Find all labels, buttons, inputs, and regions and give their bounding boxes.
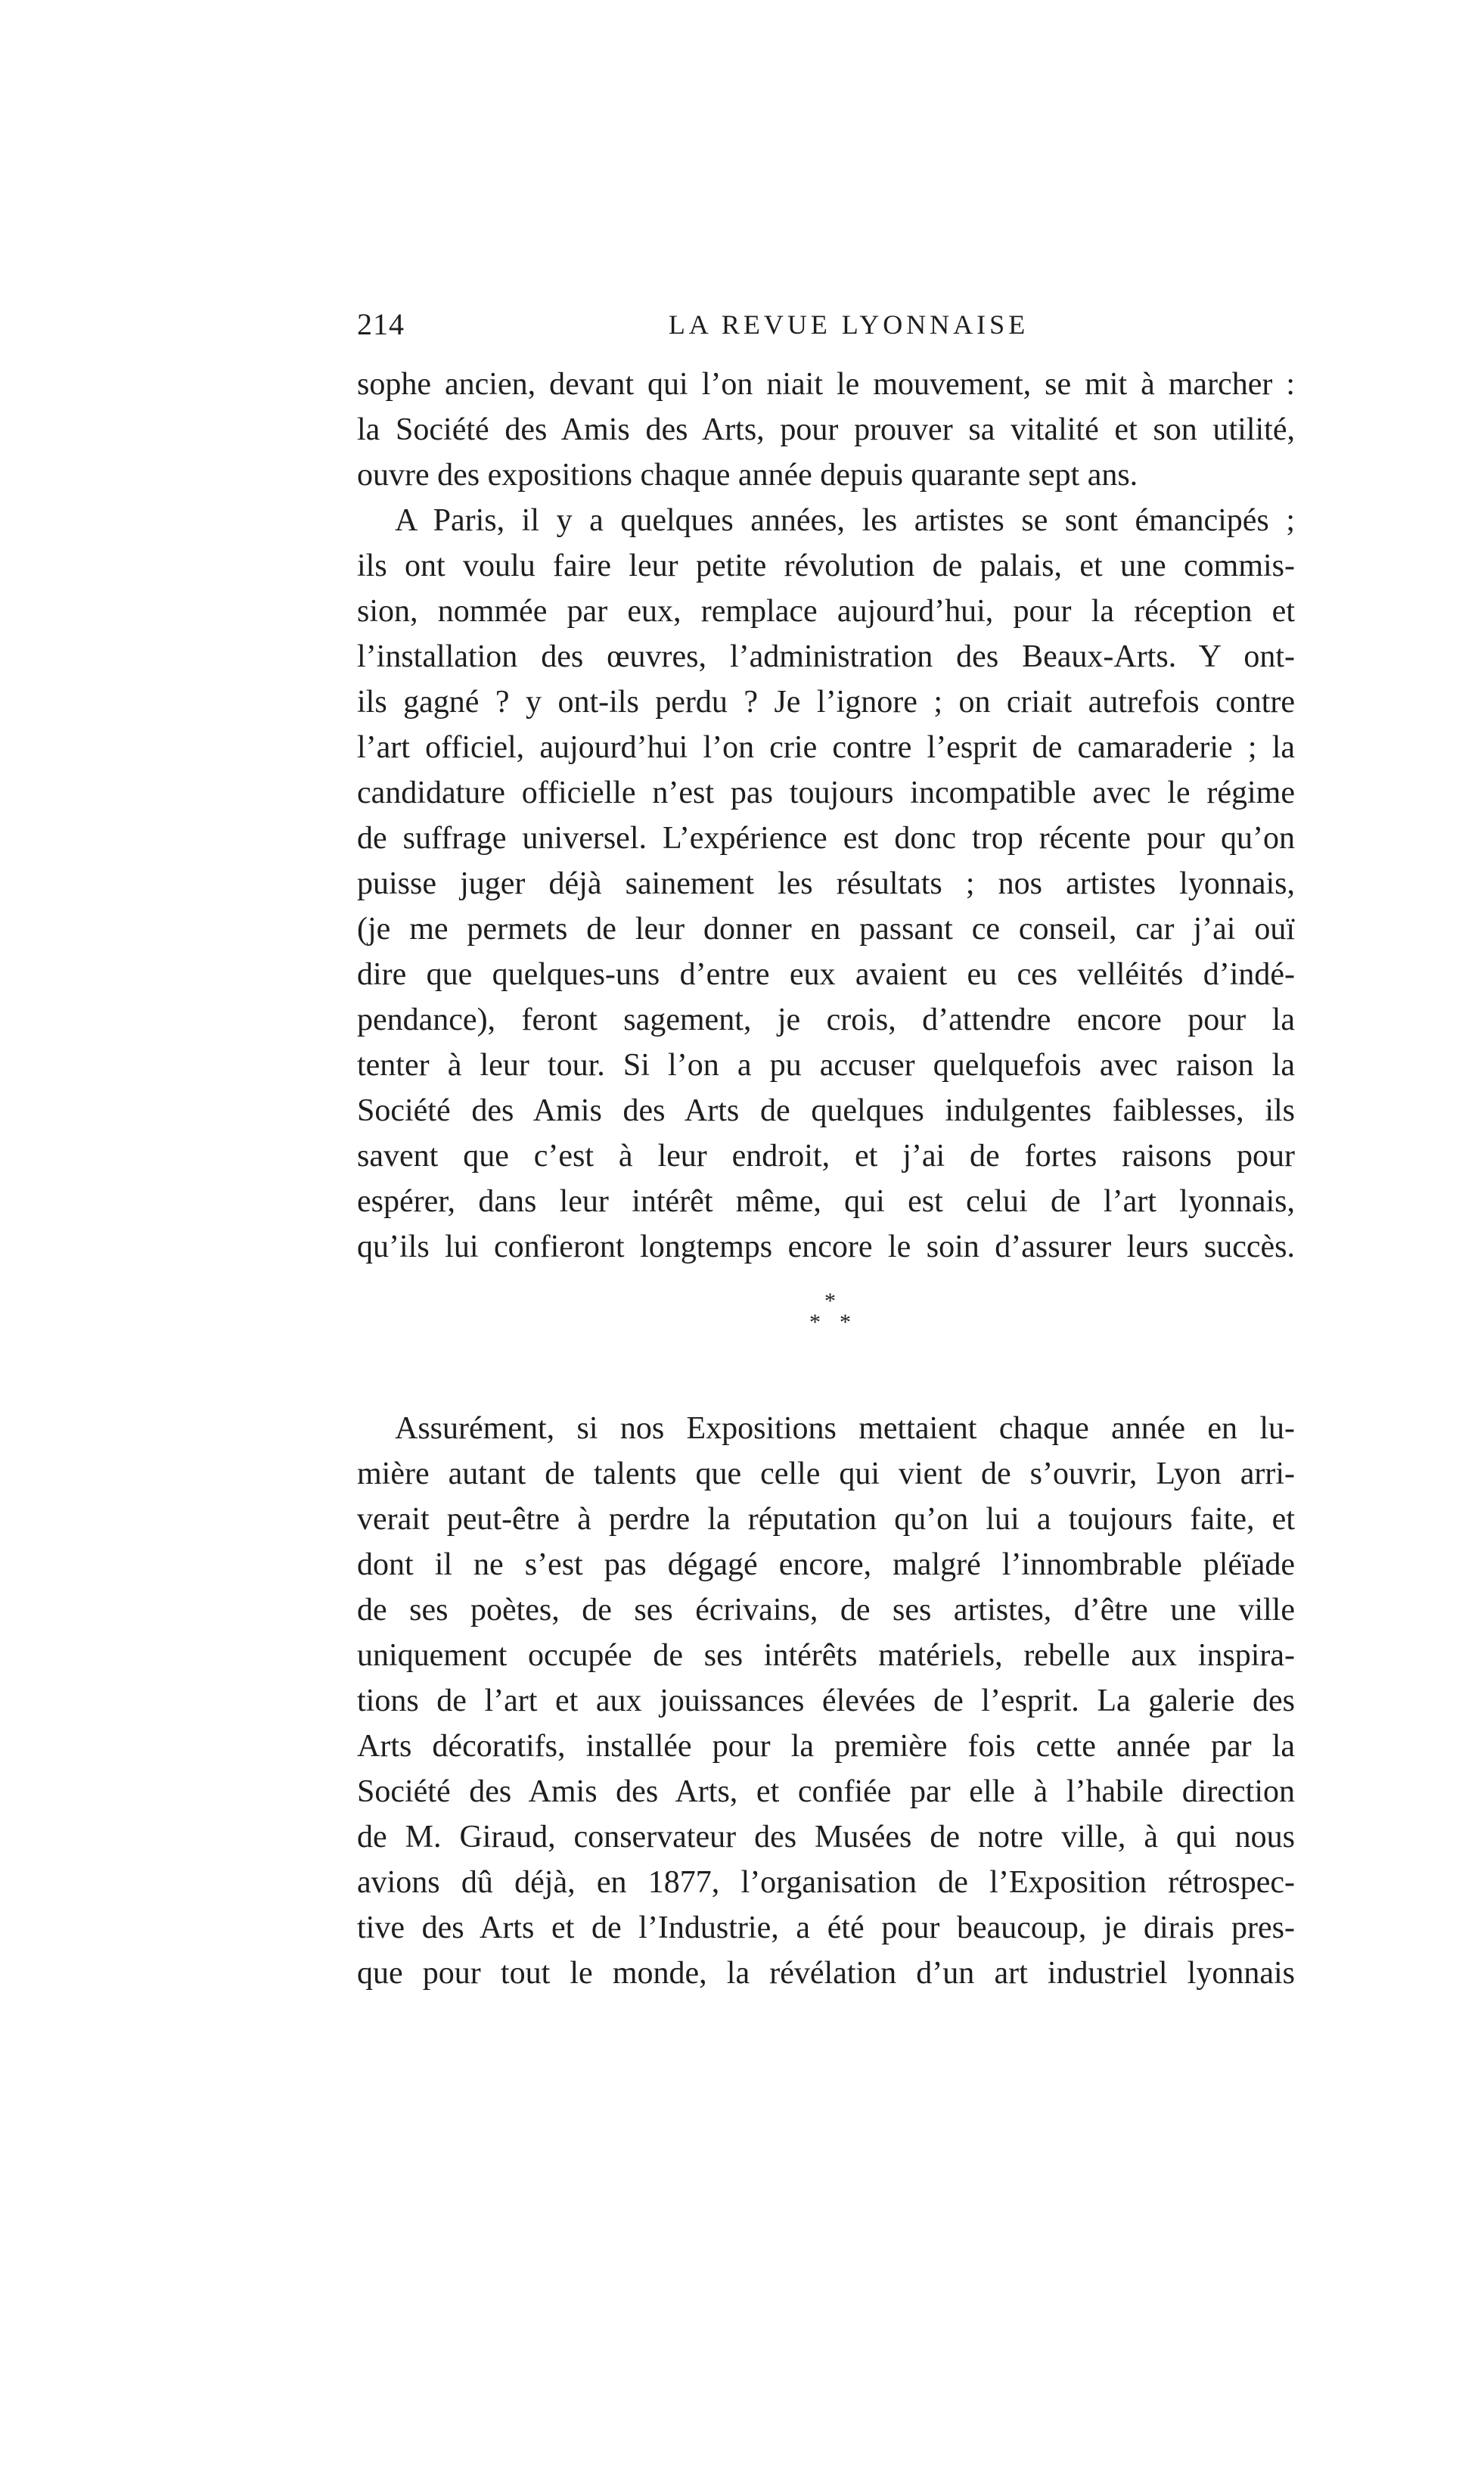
text-line: Société des Amis des Arts, et confiée par elle à l’habile direction (357, 1774, 1295, 1809)
journal-title: LA REVUE LYONNAISE (668, 309, 1029, 340)
text-line: dont il ne s’est pas dégagé encore, malgré l’innombrable pléïade (357, 1547, 1295, 1582)
text-line: de M. Giraud, conservateur des Musées de notre ville, à qui nous (357, 1820, 1295, 1854)
text-line: tive des Arts et de l’Industrie, a été pour beaucoup, je dirais pres- (357, 1910, 1295, 1945)
text-line: de ses poètes, de ses écrivains, de ses artistes, d’être une ville (357, 1593, 1295, 1628)
text-line: Assurément, si nos Expositions mettaient chaque année en lu- (395, 1411, 1295, 1446)
page-number: 214 (357, 307, 405, 341)
section-separator-asterism (802, 1290, 862, 1343)
text-line: candidature officielle n’est pas toujours incompatible avec le régime (357, 776, 1295, 810)
running-head (357, 306, 1295, 344)
asterisk: * (809, 1310, 821, 1335)
text-line: avions dû déjà, en 1877, l’organisation de l’Exposition rétrospec- (357, 1865, 1295, 1900)
text-line: pendance), feront sagement, je crois, d’attendre encore pour la (357, 1003, 1295, 1037)
text-line: ouvre des expositions chaque année depuis quarante sept ans. (357, 458, 1138, 493)
text-line: uniquement occupée de ses intérêts matériels, rebelle aux inspira- (357, 1638, 1295, 1673)
text-line: l’installation des œuvres, l’administration des Beaux-Arts. Y ont- (357, 639, 1295, 674)
body-text-section-1 (357, 362, 1295, 1270)
text-line: tions de l’art et aux jouissances élevées de l’esprit. La galerie des (357, 1683, 1295, 1718)
text-line: que pour tout le monde, la révélation d’un art industriel lyonnais (357, 1956, 1295, 1991)
text-line: sophe ancien, devant qui l’on niait le mouvement, se mit à marcher : (357, 367, 1295, 402)
text-line: verait peut-être à perdre la réputation qu’on lui a toujours faite, et (357, 1502, 1295, 1537)
text-line: l’art officiel, aujourd’hui l’on crie contre l’esprit de camaraderie ; la (357, 730, 1295, 765)
body-text-section-2 (357, 1406, 1295, 1996)
text-line: ils gagné ? y ont-ils perdu ? Je l’ignore ; on criait autrefois contre (357, 685, 1295, 720)
text-line: espérer, dans leur intérêt même, qui est celui de l’art lyonnais, (357, 1184, 1295, 1219)
text-line: dire que quelques-uns d’entre eux avaient eu ces velléités d’indé- (357, 957, 1295, 992)
text-line: mière autant de talents que celle qui vient de s’ouvrir, Lyon arri- (357, 1457, 1295, 1491)
text-line: A Paris, il y a quelques années, les artistes se sont émancipés ; (395, 503, 1295, 538)
text-line: tenter à leur tour. Si l’on a pu accuser quelquefois avec raison la (357, 1048, 1295, 1083)
text-line: Arts décoratifs, installée pour la première fois cette année par la (357, 1729, 1295, 1764)
text-line: savent que c’est à leur endroit, et j’ai de fortes raisons pour (357, 1139, 1295, 1174)
text-line: ils ont voulu faire leur petite révolution de palais, et une commis- (357, 549, 1295, 583)
text-line: sion, nommée par eux, remplace aujourd’hui, pour la réception et (357, 594, 1295, 629)
asterisk: * (824, 1289, 836, 1314)
text-line: Société des Amis des Arts de quelques indulgentes faiblesses, ils (357, 1093, 1295, 1128)
asterisk: * (840, 1310, 851, 1335)
text-line: de suffrage universel. L’expérience est donc trop récente pour qu’on (357, 821, 1295, 856)
text-line: puisse juger déjà sainement les résultats ; nos artistes lyonnais, (357, 866, 1295, 901)
text-line: (je me permets de leur donner en passant ce conseil, car j’ai ouï (357, 912, 1295, 947)
text-line: qu’ils lui confieront longtemps encore le soin d’assurer leurs succès. (357, 1230, 1295, 1264)
text-line: la Société des Amis des Arts, pour prouver sa vitalité et son utilité, (357, 412, 1295, 447)
